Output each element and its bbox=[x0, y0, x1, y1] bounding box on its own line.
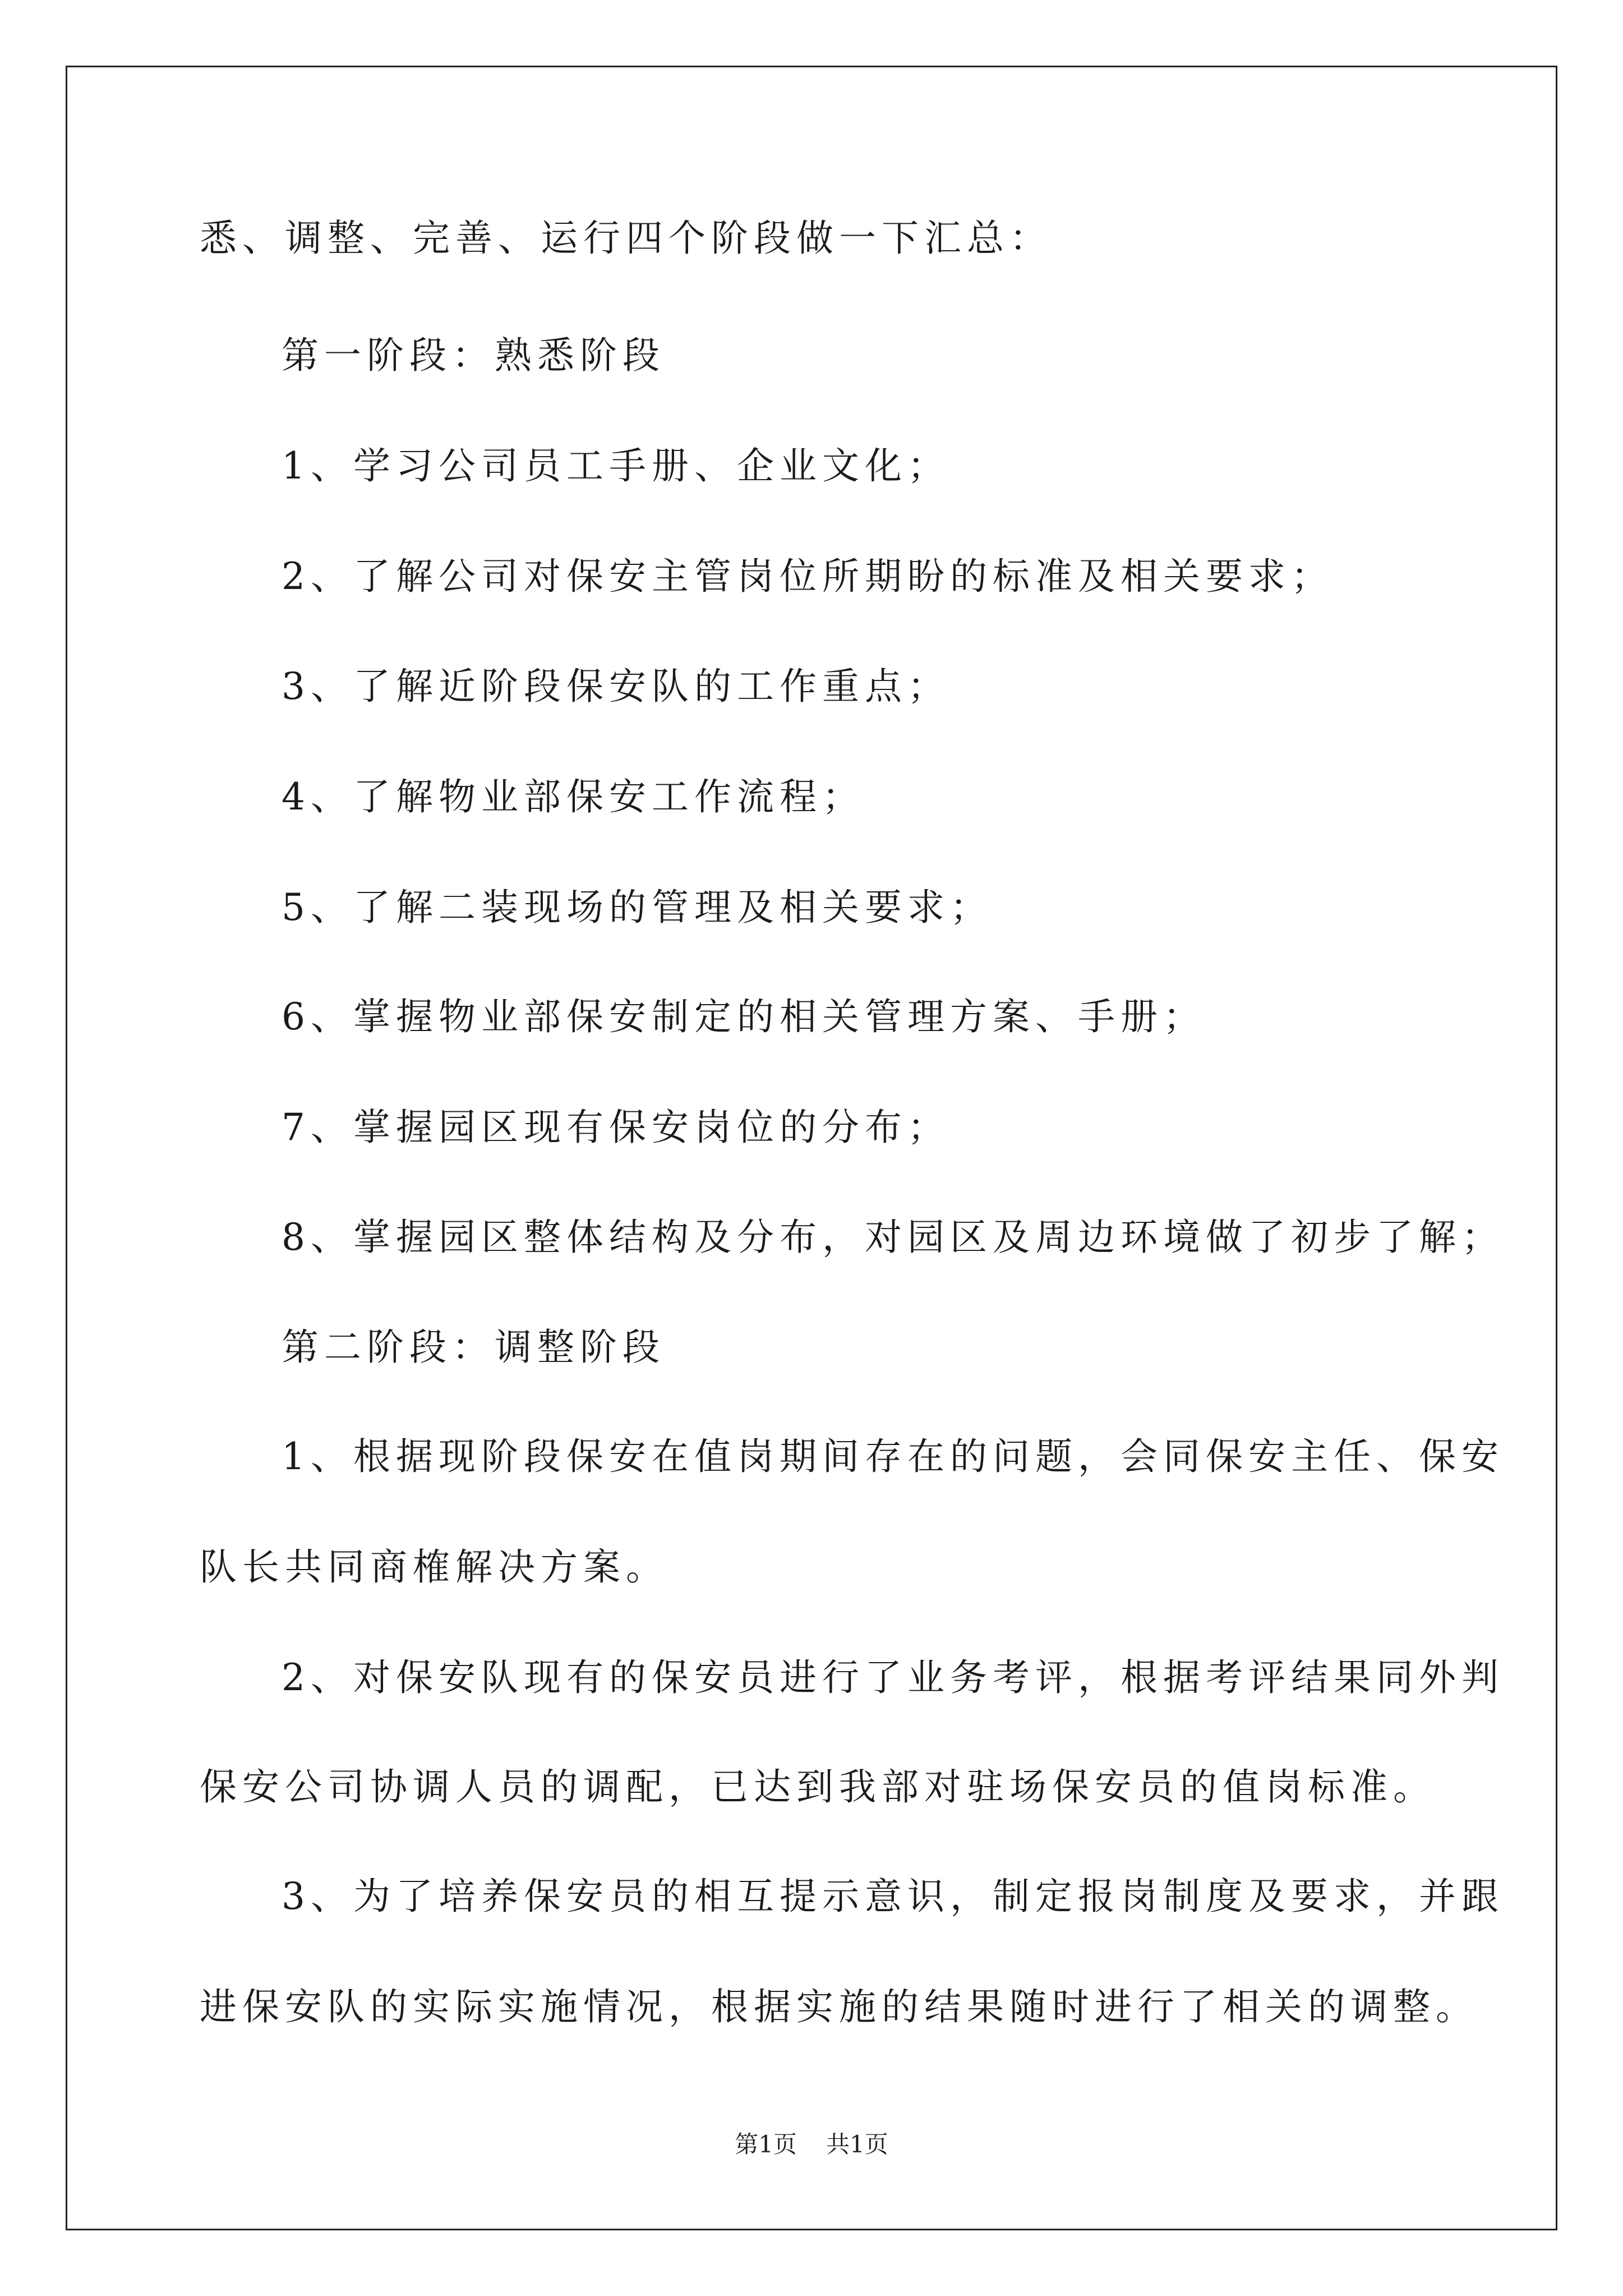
list-item: 5、了解二装现场的管理及相关要求； bbox=[282, 886, 993, 929]
page-total: 共1页 bbox=[826, 2131, 888, 2158]
paragraph-line: 2、对保安队现有的保安员进行了业务考评，根据考评结果同外判 bbox=[282, 1656, 1504, 1699]
text-line: 悉、调整、完善、运行四个阶段做一下汇总： bbox=[200, 217, 1052, 260]
list-item: 4、了解物业部保安工作流程； bbox=[282, 775, 865, 818]
list-item: 6、掌握物业部保安制定的相关管理方案、手册； bbox=[282, 995, 1206, 1038]
section-heading: 第二阶段：调整阶段 bbox=[282, 1326, 665, 1369]
page-footer bbox=[0, 2133, 1623, 2156]
list-item: 7、掌握园区现有保安岗位的分布； bbox=[282, 1106, 950, 1149]
list-item: 3、了解近阶段保安队的工作重点； bbox=[282, 665, 950, 708]
paragraph-line: 3、为了培养保安员的相互提示意识，制定报岗制度及要求，并跟 bbox=[282, 1875, 1504, 1918]
page-number: 第1页 bbox=[735, 2131, 797, 2158]
list-item: 8、掌握园区整体结构及分布，对园区及周边环境做了初步了解； bbox=[282, 1216, 1504, 1259]
paragraph-line: 1、根据现阶段保安在值岗期间存在的问题，会同保安主任、保安 bbox=[282, 1435, 1504, 1478]
section-heading: 第一阶段：熟悉阶段 bbox=[282, 334, 665, 377]
list-item: 1、学习公司员工手册、企业文化； bbox=[282, 444, 950, 487]
paragraph-line: 进保安队的实际实施情况，根据实施的结果随时进行了相关的调整。 bbox=[200, 1985, 1478, 2028]
paragraph-line: 队长共同商榷解决方案。 bbox=[200, 1545, 668, 1589]
list-item: 2、了解公司对保安主管岗位所期盼的标准及相关要求； bbox=[282, 555, 1334, 598]
paragraph-line: 保安公司协调人员的调配，已达到我部对驻场保安员的值岗标准。 bbox=[200, 1765, 1436, 1809]
